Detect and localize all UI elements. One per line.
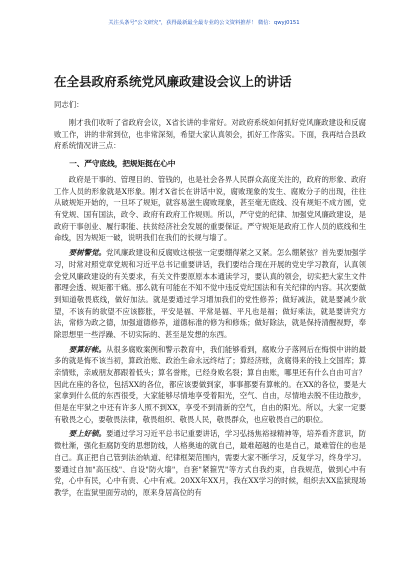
body-paragraph: 政府是干事的、管理目的、管钱的，也是社会各界人民群众高度关注的，政府的形象、政府工作人员的形象就是X形象。刚才X省长在讲话中说，腐败现象的发生、腐败分子的出现，往往从破规矩开始的，一旦坏了规矩，就容易滋生腐败现象，甚至毫无底线、没有规矩不成方圆，党有党规、国有国法，政令、政府有政府工作规则。所以，严守党的纪律、加强党风廉政建设，是政府干事创业、履行职能、扶贫经济社会发展的重要保证。严守规矩是政府工作人员的底线和生命线，因为规矩一破，说明我们在我们的长规与墙了。 xyxy=(54,175,366,243)
body-paragraph xyxy=(54,247,366,341)
promo-banner[interactable]: 关注头条号"公文研究"，获得最新最全最专业的公文资料推荐！ 微信：qwyj0151 xyxy=(108,20,300,26)
paragraph-text: 要通过学习习近平总书记重要讲话，学习弘扬焦裕禄精神等，培养看齐意识，防微杜渐，强化拒腐防变的思想防线，人格奥迪的就自己，最难超越的也是自己，最难管住的也是自己。真正把自己管到法治轨道、纪律框架范围内，需要大家不断学习，反复学习，终身学习。要通过自加"高压线"、自设"防火墙"，自套"紧箍咒"等方式自我约束，自我规范，做到心中有党，心中有民，心中有责、心中有戒。20XX年XX月，我在XX学习的时候，组织去XX监狱现场教学，在监狱里面劳动的，原来身居高位的有 xyxy=(54,429,366,497)
paragraph-lead: 要上好锁。 xyxy=(68,429,106,439)
page-title: 在全县政府系统党风廉政建设会议上的讲话 xyxy=(54,74,292,89)
body-paragraph xyxy=(54,344,366,426)
paragraph-lead: 要树警觉。 xyxy=(68,248,106,258)
body-paragraph xyxy=(54,428,366,498)
intro-paragraph: 刚才我们收听了省政府会议，X省长讲的非常好。对政府系统如何抓好党风廉政建设和反腐败工作，讲的非常到位，也非常深刻，希望大家认真领会，抓好工作落实。下面，我再结合县政府系统情况讲三点： xyxy=(54,118,366,151)
speech-body xyxy=(54,117,366,499)
paragraph-text: 从很多腐败案例和警示教育中，我们能够看到，腐败分子落网后在悔恨中讲的最多的就是悔不该当初，算政治账、政治生命永远终结了；算经济账，贪腐得来的钱上交国库；算亲情账，亲戚朋友都跟着低头；算名誉账，已经身败名裂；算自由账，哪里还有什么自由可言？因此在座的各位，包括XX的各位，都应该要做到家，事事都要有算帐的。在XX的各位，要是大家拿到什么低的东西很受，大家能够尽情地享受着阳光，空气、自由，尽情地去脱不佳边散步，但是在牢狱之中还有许多人照不到XX，享受不到清新的空气，自由的阳光。所以，大家一定要有敬畏之心，要敬畏法律，敬畏组织、敬畏人民，敬畏群众，也应敬畏自己的职位。 xyxy=(54,344,366,424)
salutation: 同志们： xyxy=(54,100,84,109)
paragraph-text: 党风廉政建设和反腐败这根弦一定要绷得紧之又紧。怎么绷紧弦？首先要加强学习，时常对照党章党规和习近平总书记重要讲话，我们要结合现在开展的党史学习教育，认真领会党风廉政建设的有关要求，有关文件要原原本本通读学习，要认真的领会，切实把大家生文件都理会透、规矩都干痛。那么就有可能在不知不觉中违反党纪国法和有关纪律的内容。其次要做到知道敬畏底线，做好加法。就是要通过学习增加我们的党性修养；做好减法，就是要减少欲望，不该有的欲望不应该膨胀，平安是福、平常是福、平凡也是福；做好乘法，就是要讲究方法，常修为政之德，加强道德修养，道德标准的修为和修炼；做好除法，就是保持清醒视野，奉除思想里一些浮躁、不切实际的、甚至是发想的东西。 xyxy=(54,248,366,339)
paragraph-lead: 要算好帐。 xyxy=(68,344,106,354)
section-heading: 一、严守底线，把规矩挺在心中 xyxy=(69,159,176,169)
